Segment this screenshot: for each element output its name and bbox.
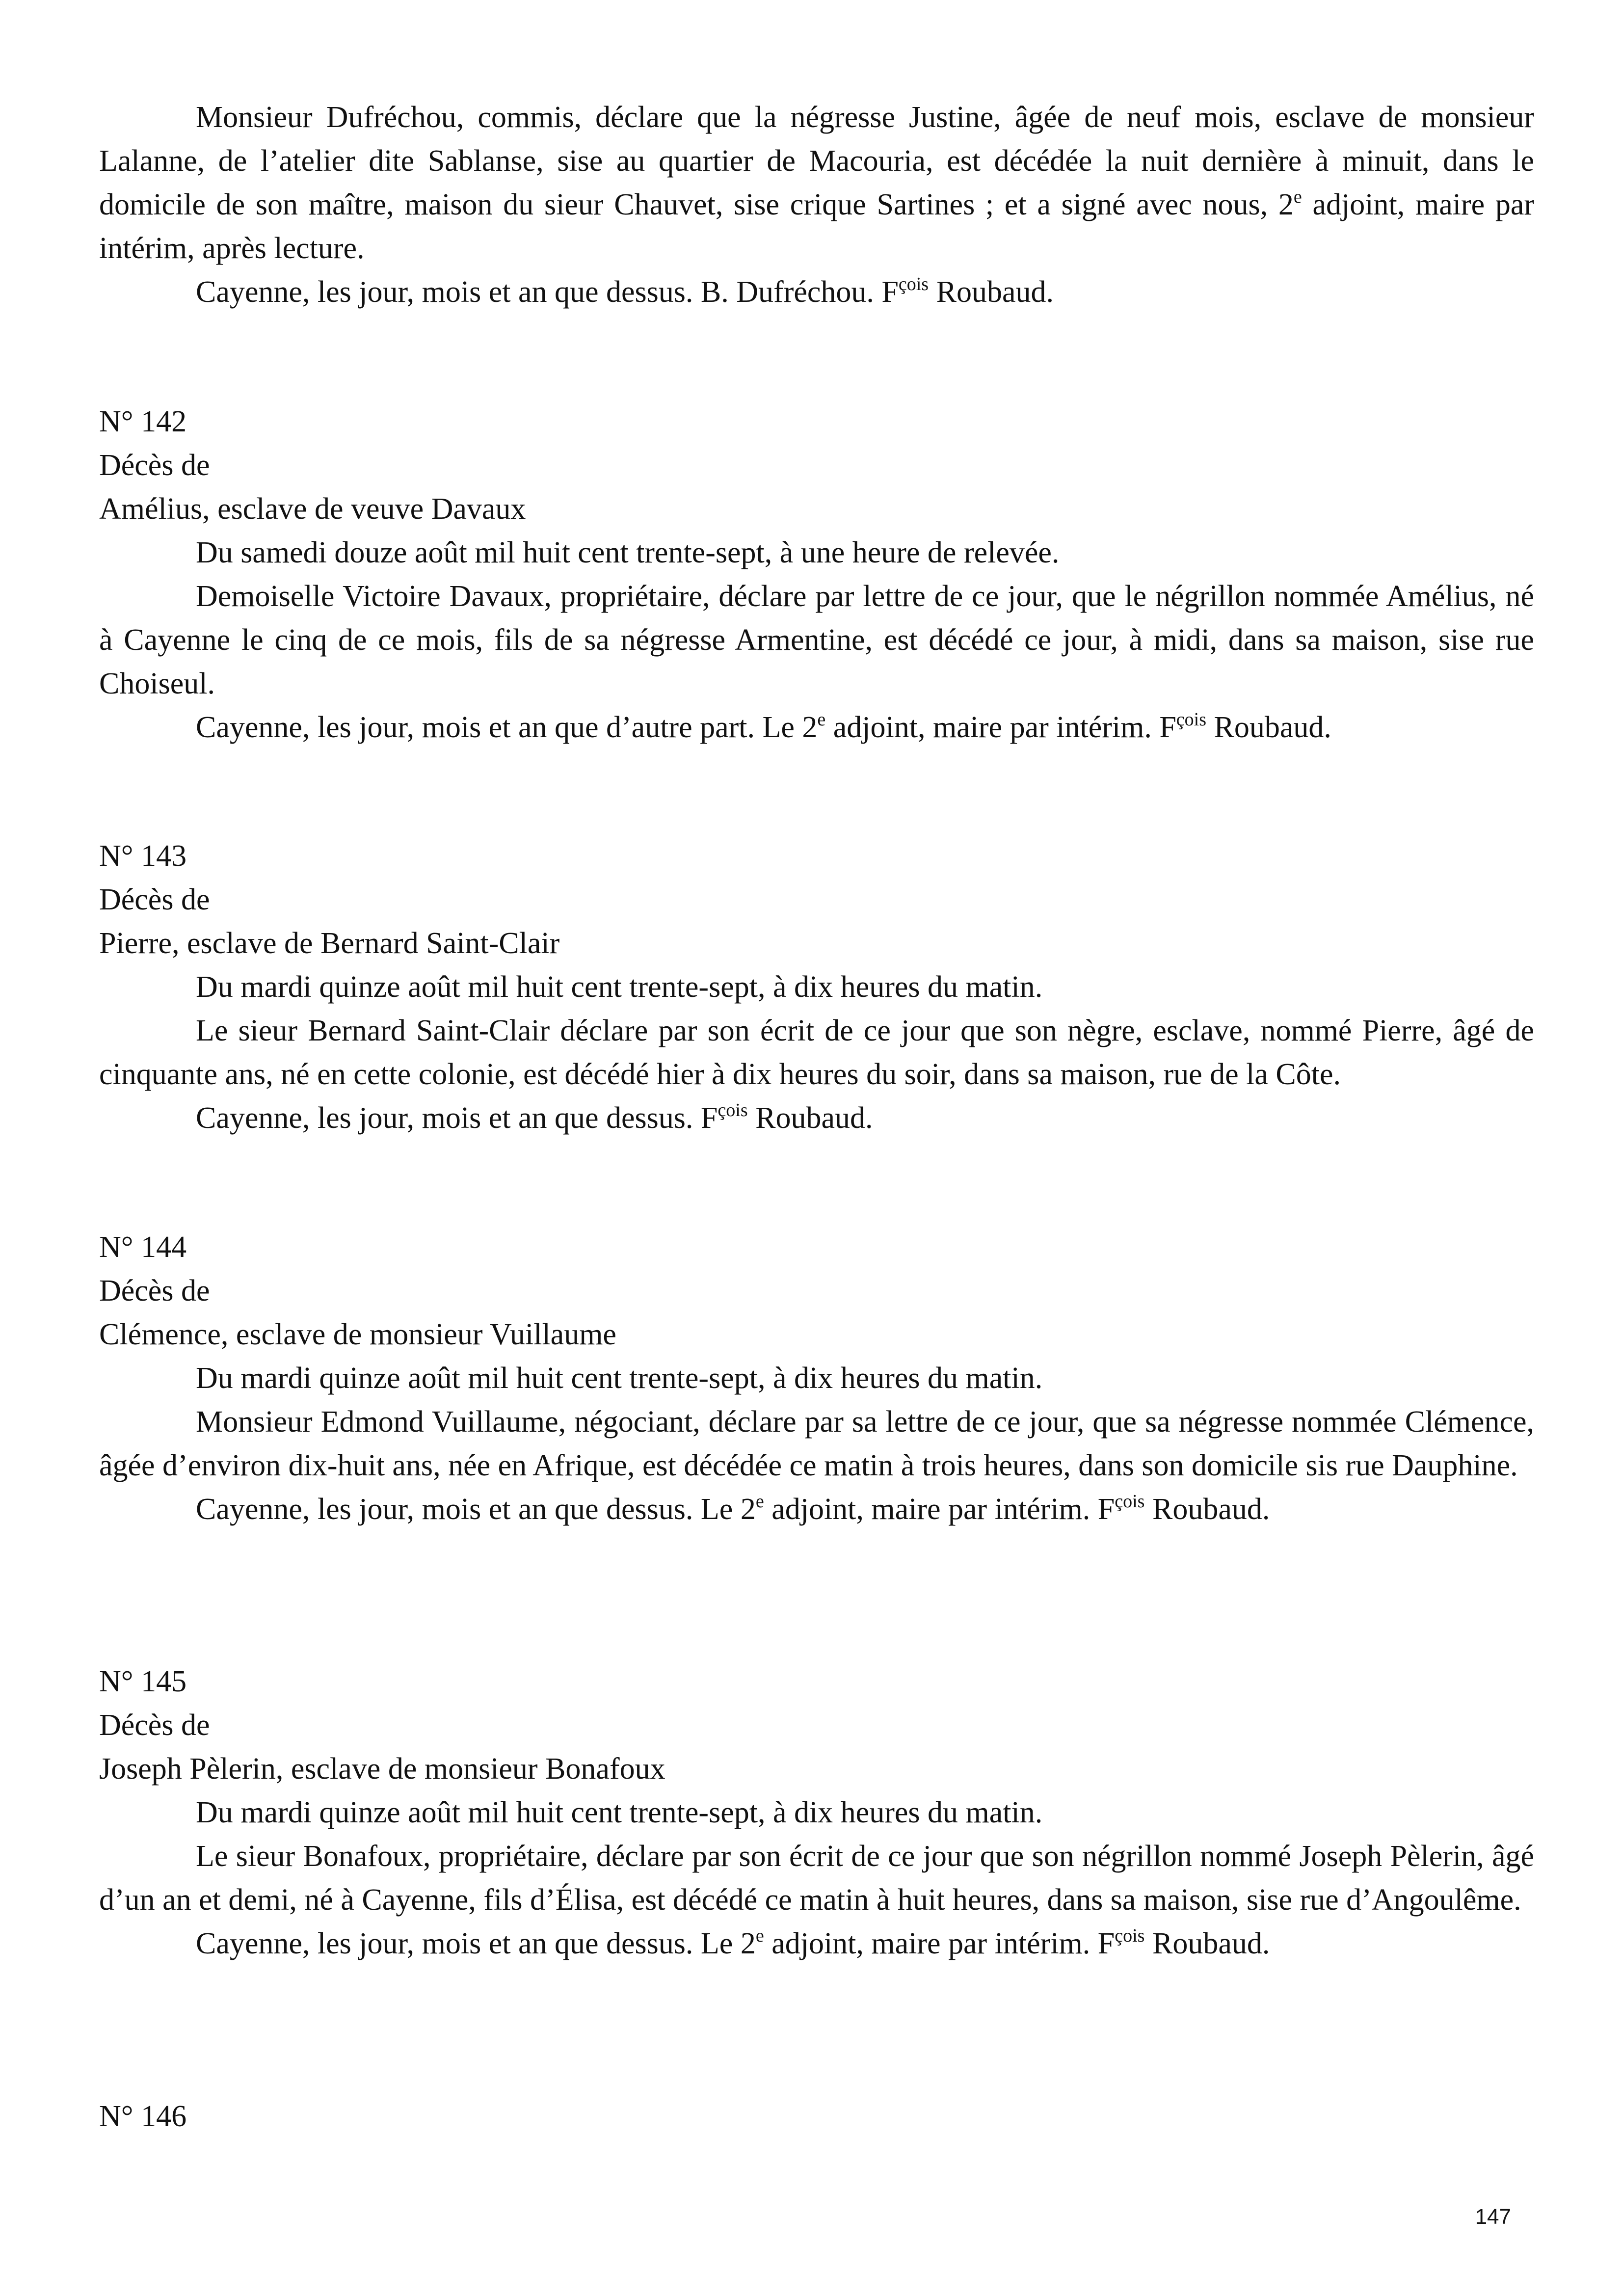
entry-closing-mid: adjoint, maire par intérim. F xyxy=(764,1493,1115,1526)
entry-closing-text: Cayenne, les jour, mois et an que dessus. Le 2 xyxy=(196,1927,756,1960)
entry-closing-signature: Roubaud. xyxy=(1206,711,1331,744)
entry-142 xyxy=(99,400,1534,749)
intro-ordinal-sup: e xyxy=(1293,187,1302,207)
entry-declaration: Monsieur Edmond Vuillaume, négociant, déclare par sa lettre de ce jour, que sa négresse nommée Clémence, âgée d’environ dix-huit ans, née en Afrique, est décédée ce matin à trois heures, dans son domicile sis rue Dauphine. xyxy=(99,1405,1534,1482)
entry-date: Du samedi douze août mil huit cent trente-sept, à une heure de relevée. xyxy=(196,536,1060,569)
intro-closing-text: Cayenne, les jour, mois et an que dessus. B. Dufréchou. F xyxy=(196,275,899,309)
entry-closing xyxy=(99,1922,1534,1966)
entry-date: Du mardi quinze août mil huit cent trente-sept, à dix heures du matin. xyxy=(196,1362,1043,1395)
entry-deces-heading: Décès de xyxy=(99,449,210,482)
entry-number: N° 143 xyxy=(99,839,187,873)
entry-declaration: Le sieur Bernard Saint-Clair déclare par son écrit de ce jour que son nègre, esclave, nommé Pierre, âgé de cinquante ans, né en cette colonie, est décédé hier à dix heures du soir, dans sa maison, rue de la Côte. xyxy=(99,1014,1534,1091)
entry-deces-heading: Décès de xyxy=(99,1709,210,1742)
intro-closing-signature: Roubaud. xyxy=(929,275,1054,309)
entry-closing xyxy=(99,1096,1534,1140)
entry-deces-heading: Décès de xyxy=(99,1274,210,1308)
intro-closing-sup: çois xyxy=(898,274,929,294)
entry-subject: Joseph Pèlerin, esclave de monsieur Bonafoux xyxy=(99,1752,665,1786)
entry-deces-heading: Décès de xyxy=(99,883,210,916)
entry-145 xyxy=(99,1660,1534,1966)
page-number: 147 xyxy=(1475,2205,1511,2229)
entry-closing-sup: e xyxy=(817,709,826,730)
entry-closing-sup: çois xyxy=(1176,709,1207,730)
entry-subject: Pierre, esclave de Bernard Saint-Clair xyxy=(99,927,560,960)
entry-number: N° 145 xyxy=(99,1665,187,1698)
entry-declaration: Le sieur Bonafoux, propriétaire, déclare par son écrit de ce jour que son négrillon nommé Joseph Pèlerin, âgé d’un an et demi, né à Cayenne, fils d’Élisa, est décédé ce matin à huit heures, dans sa maison, sise rue d’Angoulême. xyxy=(99,1840,1534,1917)
entry-closing xyxy=(99,1488,1534,1531)
intro-declaration xyxy=(99,96,1534,270)
entry-146 xyxy=(99,2095,1534,2138)
entry-closing xyxy=(99,706,1534,749)
entry-closing-text: Cayenne, les jour, mois et an que d’autre part. Le 2 xyxy=(196,711,818,744)
entry-subject: Clémence, esclave de monsieur Vuillaume xyxy=(99,1318,616,1351)
entry-closing-mid: adjoint, maire par intérim. F xyxy=(764,1927,1115,1960)
entry-closing-sup: çois xyxy=(1115,1925,1145,1946)
entry-closing-signature: Roubaud. xyxy=(1144,1493,1270,1526)
entry-closing-text: Cayenne, les jour, mois et an que dessus. Le 2 xyxy=(196,1493,756,1526)
entry-number: N° 144 xyxy=(99,1230,187,1264)
entry-closing-signature: Roubaud. xyxy=(1144,1927,1270,1960)
entry-closing-sup: e xyxy=(755,1925,764,1946)
entry-declaration: Demoiselle Victoire Davaux, propriétaire, déclare par lettre de ce jour, que le négrillon nommée Amélius, né à Cayenne le cinq de ce mois, fils de sa négresse Armentine, est décédé ce jour, à midi, dans sa maison, sise rue Choiseul. xyxy=(99,580,1534,700)
entry-closing-sup: çois xyxy=(718,1100,748,1121)
intro-declaration-text: Monsieur Dufréchou, commis, déclare que la négresse Justine, âgée de neuf mois, esclave de monsieur Lalanne, de l’atelier dite Sablanse, sise au quartier de Macouria, est décédée la nuit dernière à minuit, dans le domicile de son maître, maison du sieur Chauvet, sise crique Sartines ; et a signé avec nous, xyxy=(99,101,1534,221)
entry-144 xyxy=(99,1226,1534,1531)
entry-subject: Amélius, esclave de veuve Davaux xyxy=(99,492,526,526)
entry-143 xyxy=(99,834,1534,1140)
entry-number: N° 146 xyxy=(99,2100,187,2133)
entry-date: Du mardi quinze août mil huit cent trente-sept, à dix heures du matin. xyxy=(196,970,1043,1004)
intro-ordinal-number: 2 xyxy=(1278,188,1294,221)
entry-closing-signature: Roubaud. xyxy=(747,1101,873,1135)
intro-entry xyxy=(99,96,1534,314)
entry-date: Du mardi quinze août mil huit cent trente-sept, à dix heures du matin. xyxy=(196,1796,1043,1829)
entry-number: N° 142 xyxy=(99,405,187,438)
entry-closing-text: Cayenne, les jour, mois et an que dessus. F xyxy=(196,1101,718,1135)
intro-declaration-tail: adjoint, maire par intérim, après lecture. xyxy=(99,188,1535,265)
entry-closing-sup: e xyxy=(755,1491,764,1512)
entry-closing-mid: adjoint, maire par intérim. F xyxy=(825,711,1176,744)
entry-closing-sup: çois xyxy=(1115,1491,1145,1512)
intro-closing xyxy=(99,270,1534,314)
